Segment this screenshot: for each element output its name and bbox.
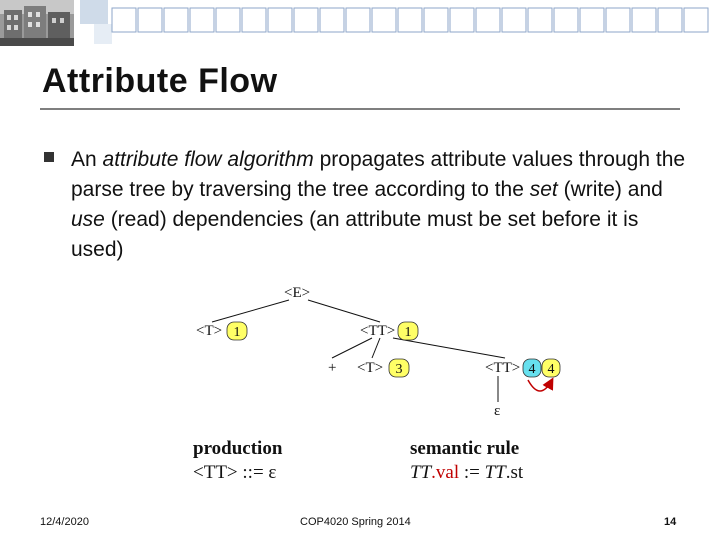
bullet-square-icon [44,152,54,162]
header-square [138,8,162,32]
header-square [632,8,656,32]
production-rule: <TT> ::= ε [193,462,277,483]
header-square [372,8,396,32]
header-square [476,8,500,32]
header-square [554,8,578,32]
badge-TT-child-st-value: 4 [528,362,536,377]
header-square [450,8,474,32]
header-square [320,8,344,32]
bullet-text-post: (read) dependencies (an attribute must be set before it is used) [71,208,639,261]
node-E: <E> [284,285,311,301]
footer-date: 12/4/2020 [40,516,89,528]
header-squares [0,0,720,48]
header-square [164,8,188,32]
footer-course: COP4020 Spring 2014 [300,516,411,528]
production-heading: production [193,438,283,459]
bullet-term-use: use [71,208,105,231]
bullet-term-algorithm: attribute flow algorithm [102,148,314,171]
header-square [242,8,266,32]
header-strip [0,0,720,48]
header-square [658,8,682,32]
title-divider [40,108,680,110]
header-square [294,8,318,32]
semantic-rule-lhs-nonterminal: TT [410,462,432,483]
header-square [216,8,240,32]
header-square [424,8,448,32]
semantic-rule-lhs-attr: .val [431,462,460,483]
header-square [398,8,422,32]
header-square [684,8,708,32]
badge-TT-child-val-value: 4 [547,362,555,377]
edge-TT-plus [332,338,372,358]
semantic-rule-assign: := [459,462,485,483]
parse-tree-diagram [0,270,720,420]
node-TT: <TT> [360,323,396,339]
node-TT-child: <TT> [485,360,521,376]
semantic-rule-heading: semantic rule [410,438,520,459]
header-square [528,8,552,32]
bullet-text-pre: An [71,148,103,171]
node-plus: + [328,360,337,376]
edge-E-T [212,300,289,322]
semantic-rule [410,462,523,484]
header-square [346,8,370,32]
header-square [606,8,630,32]
bullet-text-mid2: (write) and [557,178,663,201]
node-epsilon: ε [494,403,501,419]
header-square [580,8,604,32]
bullet-term-set: set [529,178,558,201]
badge-T-value: 1 [233,325,241,340]
header-square [502,8,526,32]
edge-TT-TT [393,338,505,358]
edge-E-TT [308,300,380,322]
header-square [112,8,136,32]
semantic-rule-rhs-attr: .st [505,462,524,483]
header-square [190,8,214,32]
bullet-paragraph [71,145,696,265]
page-title: Attribute Flow [42,62,278,100]
semantic-rule-rhs-nonterminal: TT [484,462,506,483]
node-T: <T> [196,323,223,339]
badge-T-child-value: 3 [395,362,403,377]
edge-TT-T [372,338,380,358]
node-T-child: <T> [357,360,384,376]
header-square [268,8,292,32]
flow-arrow-icon [528,380,552,391]
badge-TT-value: 1 [404,325,412,340]
page-number: 14 [664,516,677,528]
bullet-text-mid1: propagates attribute values through the parse tree by traversing the tree according to the [71,148,686,201]
